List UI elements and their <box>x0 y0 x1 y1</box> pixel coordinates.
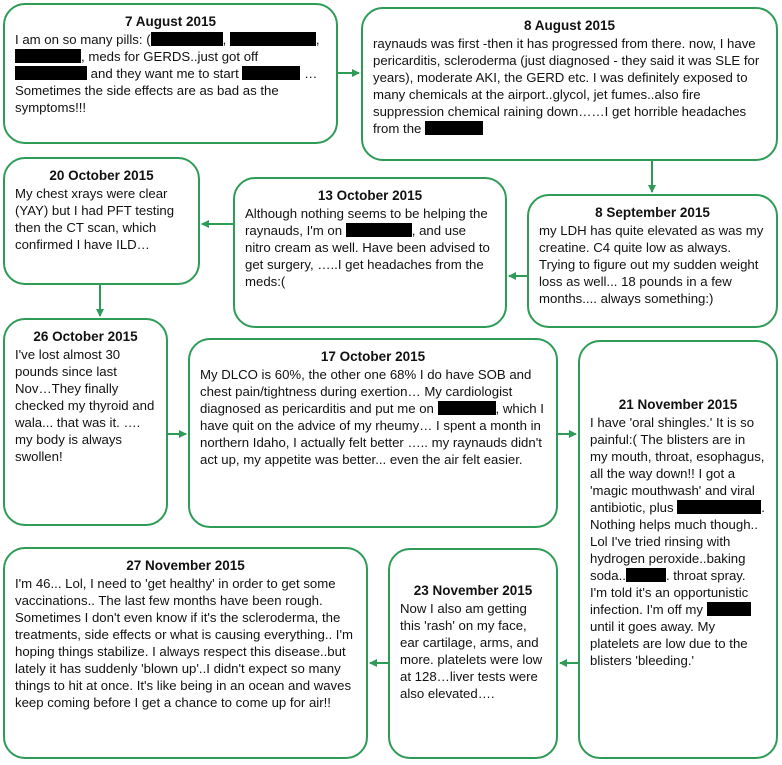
card-text: I've lost almost 30 pounds since last Nov…They finally checked my thyroid and wala... that was it. …. my body is always swollen! <box>15 347 155 464</box>
card-text: I am on so many pills: ( , , , meds for GERDS..just got off and they want me to start …Sometimes the side effects are as bad as the symptoms!!! <box>15 32 320 115</box>
card-text: My chest xrays were clear (YAY) but I had PFT testing then the CT scan, which confirmed I have ILD… <box>15 186 175 252</box>
card-date: 7 August 2015 <box>124 14 217 29</box>
card-date: 27 November 2015 <box>126 558 245 573</box>
card-date: 8 September 2015 <box>595 205 710 220</box>
card-date: 23 November 2015 <box>413 583 533 598</box>
card-date: 20 October 2015 <box>49 168 154 183</box>
card-date: 17 October 2015 <box>320 349 426 364</box>
card-date: 21 November 2015 <box>618 397 738 412</box>
card-text: Now I also am getting this 'rash' on my face, ear cartilage, arms, and more. platelets were low at 128…liver tests were also elevated…. <box>400 601 543 701</box>
card-date: 13 October 2015 <box>317 188 423 203</box>
card-text: I have 'oral shingles.' It is so painful:( The blisters are in my mouth, throat, esophagus, all the way down!! I got a 'magic mouthwash' and viral antibiotic, plus . Nothing helps much though.. Lol I've tried rinsing with hydrogen peroxide..baking soda.. . throat spray. I'm told it's an opportunistic infection. I'm off my until it goes away. My platelets are low due to the blisters 'bleeding.' <box>590 415 765 668</box>
card-text: I'm 46... Lol, I need to 'get healthy' in order to get some vaccinations.. The last few months have been rough. Sometimes I don't even know if it's the scleroderma, the treatments, side effects or what is causing everything.. I'm hoping things stabilize. I always respect this disease..but lately it has suddenly 'blown up'..I didn't expect so many things to hit at once. It's like being in an ocean and waves keep coming before I get a chance to come up for air!! <box>15 576 353 710</box>
card-text: Although nothing seems to be helping the raynauds, I'm on , and use nitro cream as well. Have been advised to get surgery, …..I get headaches from the meds:( <box>245 206 490 289</box>
card-date: 8 August 2015 <box>523 18 616 33</box>
card-text: raynauds was first -then it has progressed from there. now, I have pericarditis, scleroderma (just diagnosed - they said it was SLE for years), moderate AKI, the GERD etc. I was definitely exposed to many chemicals at the airport..glycol, jet fumes..also fire suppression chemical raining down……I get horrible headaches from the <box>373 36 760 136</box>
card-text: My DLCO is 60%, the other one 68% I do have SOB and chest pain/tightness during exertion… My cardiologist diagnosed as pericarditis and put me on , which I have quit on the advice of my rheumy… I spent a month in northern Idaho, I actually felt better ….. my raynauds didn't act up, my appetite was better... even the air felt easier. <box>200 367 544 467</box>
card-date: 26 October 2015 <box>33 329 138 344</box>
card-text: my LDH has quite elevated as was my creatine. C4 quite low as always. Trying to figure out my sudden weight loss as well... 18 pounds in a few months.... always something:) <box>539 223 764 306</box>
